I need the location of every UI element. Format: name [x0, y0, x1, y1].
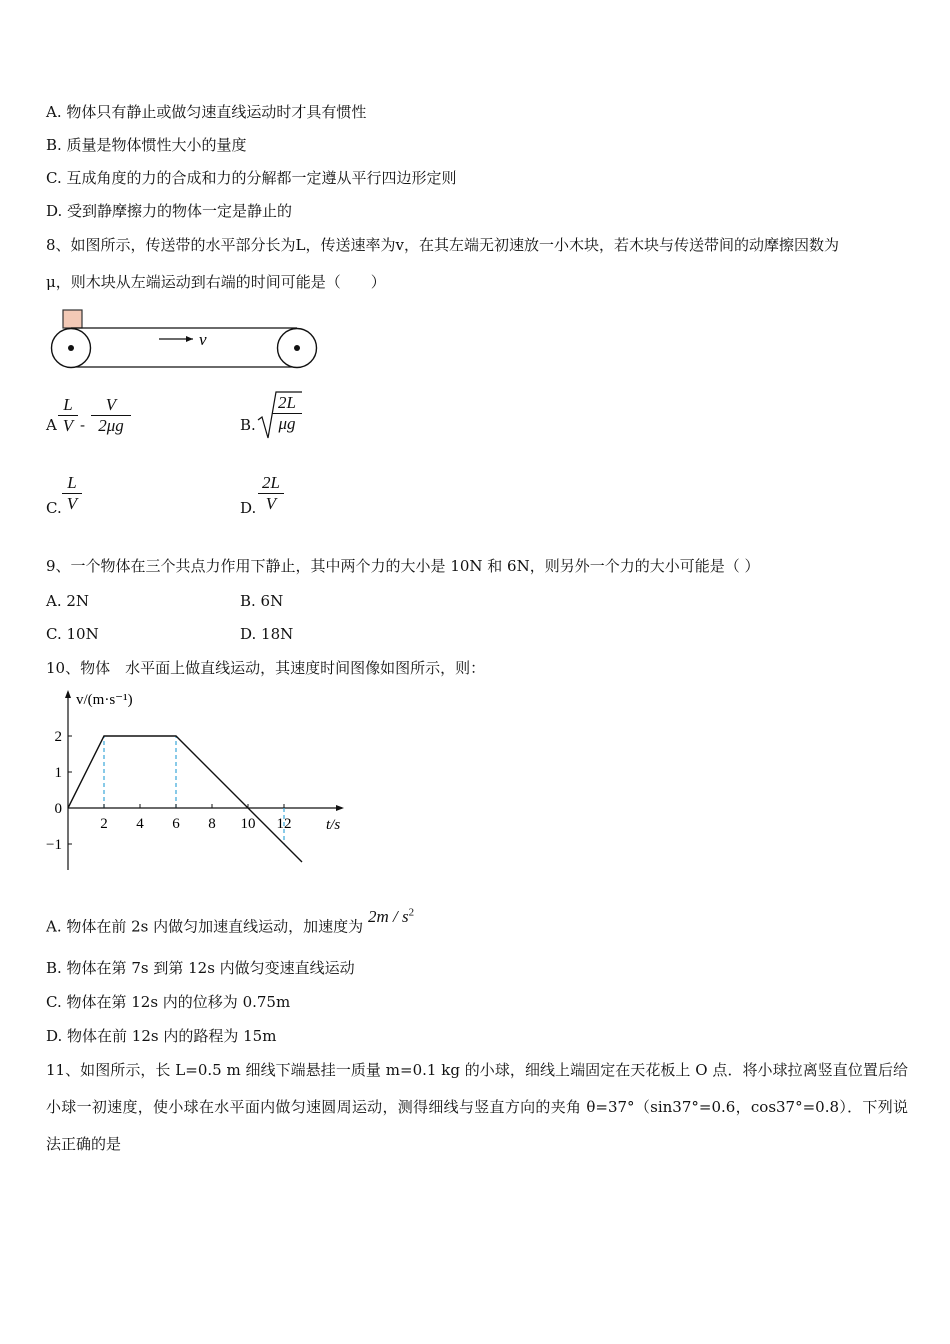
- q10-stem: 10、物体 水平面上做直线运动，其速度时间图像如图所示，则：: [46, 659, 486, 677]
- q7-option-a: A. 物体只有静止或做匀速直线运动时才具有惯性: [46, 103, 367, 121]
- y-tick-label-−1: −1: [46, 837, 62, 853]
- velocity-label: v: [199, 330, 207, 349]
- q10-option-a-acceleration: [368, 907, 414, 926]
- q7-option-d: D. 受到静摩擦力的物体一定是静止的: [46, 202, 293, 220]
- q8-option-a-minus: -: [80, 416, 86, 434]
- x-tick-label-8: 8: [208, 816, 216, 832]
- q8-option-b-fraction: 2L μg: [272, 393, 302, 434]
- x-tick-label-6: 6: [172, 816, 180, 832]
- q9-option-b: B. 6N: [240, 592, 284, 610]
- x-tick-label-4: 4: [136, 816, 144, 832]
- q9-option-c: C. 10N: [46, 625, 99, 643]
- q8-option-d-fraction: 2L V: [258, 473, 284, 514]
- q8-option-a-fraction-2: V 2μg: [91, 395, 131, 436]
- q8-option-b-label: B.: [240, 416, 256, 434]
- velocity-series-line: [68, 736, 302, 862]
- y-axis-arrow: [65, 690, 71, 698]
- conveyor-belt-figure: [46, 306, 326, 376]
- q9-option-a: A. 2N: [46, 592, 90, 610]
- q10-option-a-exponent: 2: [408, 906, 415, 918]
- q8-stem-line2: μ，则木块从左端运动到右端的时间可能是（ ）: [46, 273, 386, 291]
- q9-option-d: D. 18N: [240, 625, 294, 643]
- q10-option-d: D. 物体在前 12s 内的路程为 15m: [46, 1027, 277, 1045]
- q8-stem-line1: 8、如图所示，传送带的水平部分长为L，传送速率为v，在其左端无初速放一小木块，若木块与传送带间的动摩擦因数为: [46, 236, 839, 254]
- q7-option-b: B. 质量是物体惯性大小的量度: [46, 136, 247, 154]
- wooden-block: [63, 310, 82, 328]
- q10-option-a: [46, 906, 415, 937]
- y-tick-label-1: 1: [54, 765, 62, 781]
- velocity-time-chart: [36, 684, 356, 878]
- q10-option-c: C. 物体在第 12s 内的位移为 0.75m: [46, 993, 291, 1011]
- x-axis-arrow: [336, 805, 344, 811]
- q8-option-a-label: A: [46, 416, 57, 434]
- y-tick-label-2: 2: [54, 729, 62, 745]
- q11-stem: 11、如图所示，长 L=0.5 m 细线下端悬挂一质量 m=0.1 kg 的小球，细线上端固定在天花板上 O 点．将小球拉离竖直位置后给小球一初速度，使小球在水平面内做匀速圆周运动，测得细线与竖直方向的夹角 θ=37°（sin37°=0.6，cos37°=0.8）．下列说法正确的是: [46, 1061, 908, 1153]
- q8-option-c-label: C.: [46, 499, 62, 517]
- q8-option-c-fraction: L V: [62, 473, 82, 514]
- x-tick-label-10: 10: [240, 816, 256, 832]
- x-axis-label: t/s: [326, 817, 341, 833]
- x-tick-label-2: 2: [100, 816, 108, 832]
- q7-option-c: C. 互成角度的力的合成和力的分解都一定遵从平行四边形定则: [46, 169, 457, 187]
- q10-option-a-text: A. 物体在前 2s 内做匀加速直线运动，加速度为: [46, 917, 364, 936]
- q8-option-a-fraction-1: L V: [58, 395, 78, 436]
- q10-option-a-value: 2m / s: [367, 906, 409, 926]
- y-tick-label-0: 0: [54, 801, 62, 817]
- q10-option-b: B. 物体在第 7s 到第 12s 内做匀变速直线运动: [46, 959, 355, 977]
- q9-stem: 9、一个物体在三个共点力作用下静止，其中两个力的大小是 10N 和 6N，则另外一个力的大小可能是（ ）: [46, 557, 760, 575]
- q8-option-d-label: D.: [240, 499, 257, 517]
- x-tick-label-12: 12: [276, 816, 292, 832]
- y-axis-label: v/(m·s⁻¹): [76, 692, 133, 708]
